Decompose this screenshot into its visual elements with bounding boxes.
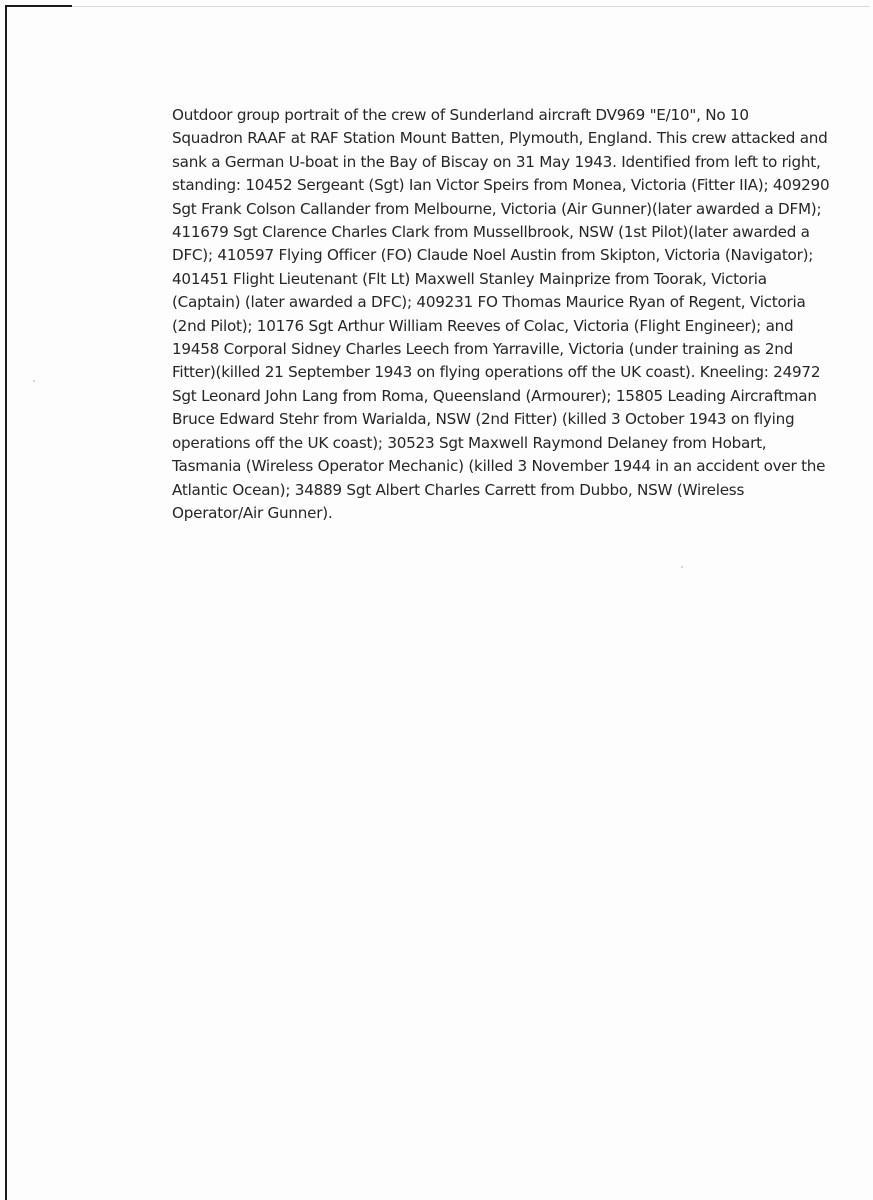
- caption-line: Fitter)(killed 21 September 1943 on flying operations off the UK coast). Kneeling: 24972: [172, 363, 821, 382]
- scan-border-left: [5, 5, 7, 1200]
- caption-line: Operator/Air Gunner).: [172, 503, 333, 522]
- caption-line: 19458 Corporal Sidney Charles Leech from Yarraville, Victoria (under training as 2nd: [172, 340, 794, 359]
- caption-line: Squadron RAAF at RAF Station Mount Batten, Plymouth, England. This crew attacked and: [172, 129, 828, 148]
- scan-border-top: [5, 5, 72, 7]
- caption-line: Tasmania (Wireless Operator Mechanic) (killed 3 November 1944 in an accident over the: [172, 457, 826, 476]
- caption-line: DFC); 410597 Flying Officer (FO) Claude Noel Austin from Skipton, Victoria (Navigator);: [172, 246, 814, 265]
- caption-line: (Captain) (later awarded a DFC); 409231 FO Thomas Maurice Ryan of Regent, Victoria: [172, 293, 806, 312]
- caption-line: operations off the UK coast); 30523 Sgt Maxwell Raymond Delaney from Hobart,: [172, 433, 767, 452]
- scan-speck: [33, 380, 35, 382]
- caption-line: Bruce Edward Stehr from Warialda, NSW (2nd Fitter) (killed 3 October 1943 on flying: [172, 410, 795, 429]
- caption-line: standing: 10452 Sergeant (Sgt) Ian Victor Speirs from Monea, Victoria (Fitter IIA); 409290: [172, 176, 830, 195]
- scan-border-top-faint: [72, 6, 870, 7]
- caption-line: Sgt Frank Colson Callander from Melbourne, Victoria (Air Gunner)(later awarded a DFM);: [172, 199, 822, 218]
- caption-line: (2nd Pilot); 10176 Sgt Arthur William Reeves of Colac, Victoria (Flight Engineer); and: [172, 316, 794, 335]
- scan-speck: [681, 566, 683, 568]
- caption-line: sank a German U-boat in the Bay of Biscay on 31 May 1943. Identified from left to right,: [172, 152, 821, 171]
- photo-caption-text: [172, 104, 830, 525]
- caption-line: Outdoor group portrait of the crew of Sunderland aircraft DV969 "E/10", No 10: [172, 106, 749, 124]
- caption-line: Sgt Leonard John Lang from Roma, Queensland (Armourer); 15805 Leading Aircraftman: [172, 386, 817, 405]
- caption-line: Atlantic Ocean); 34889 Sgt Albert Charles Carrett from Dubbo, NSW (Wireless: [172, 480, 745, 499]
- caption-line: 411679 Sgt Clarence Charles Clark from Mussellbrook, NSW (1st Pilot)(later awarded a: [172, 223, 810, 242]
- caption-line: 401451 Flight Lieutenant (Flt Lt) Maxwell Stanley Mainprize from Toorak, Victoria: [172, 269, 767, 288]
